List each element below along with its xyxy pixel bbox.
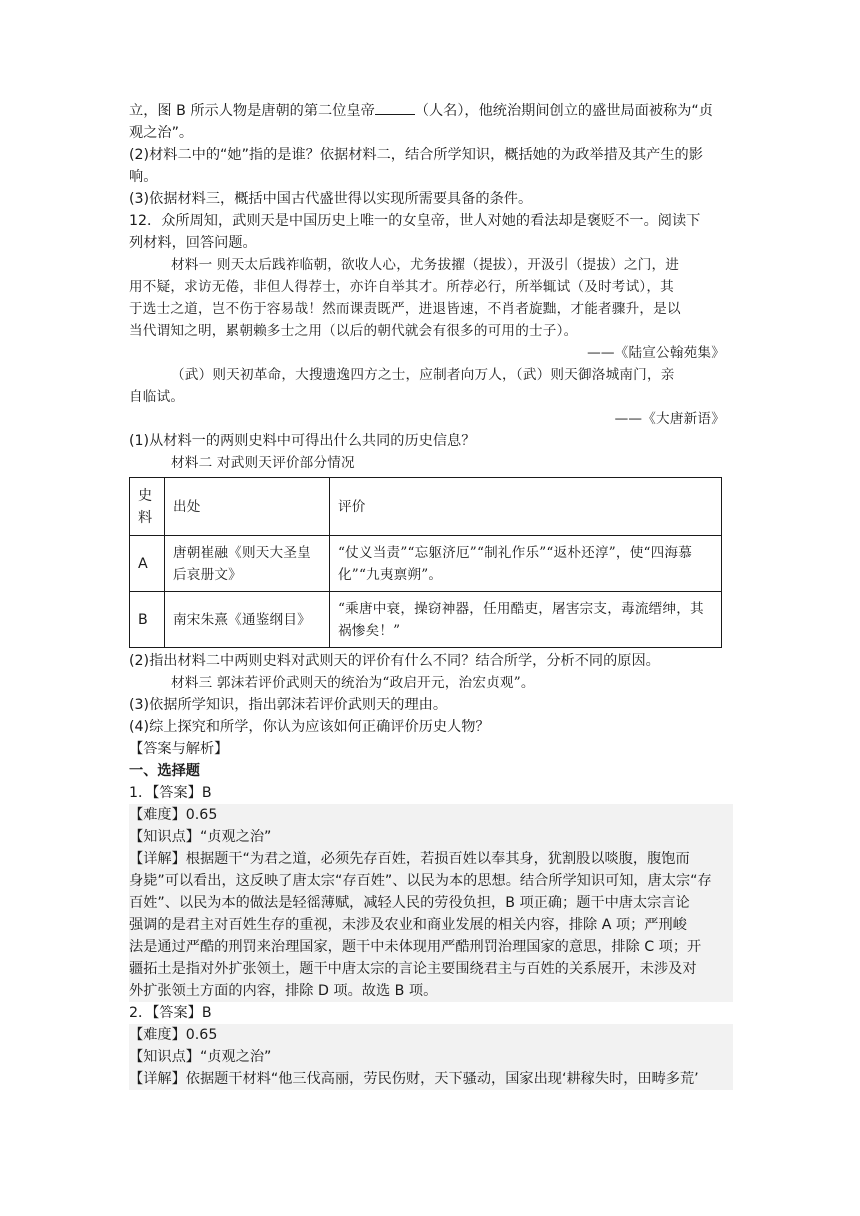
material1-line4: 当代谓知之明，累朝赖多士之用（以后的朝代就会有很多的可用的士子）。 [129, 323, 578, 339]
q11-sub2-line2: 响。 [129, 169, 158, 185]
q11-sub3: (3)依据材料三，概括中国古代盛世得以实现所需要具备的条件。 [129, 191, 533, 207]
material1-line2: 用不疑，求访无倦，非但人得荐士，亦许自举其才。所荐必行，所举辄试（及时考试），其 [129, 279, 674, 295]
table-cell-id: B [130, 592, 165, 648]
q12-sub3: (3)依据所学知识，指出郭沫若评价武则天的理由。 [129, 697, 448, 713]
answer1-difficulty: 【难度】0.65 [129, 807, 218, 823]
material1-source2: ——《大唐新语》 [614, 411, 725, 427]
material1-line1: 材料一 则天太后践祚临朝，欲收人心，尤务拔擢（提拔），开汲引（提拔）之门，进 [171, 257, 680, 273]
answer1-detail-line6: 疆拓土是指对外扩张领土，题干中唐太宗的言论主要围绕君主与百姓的关系展开，未涉及对 [129, 961, 697, 977]
section-heading: 一、选择题 [129, 763, 200, 779]
answer2-analysis [129, 1024, 733, 1090]
document-content [129, 99, 733, 1090]
answer2-difficulty: 【难度】0.65 [129, 1027, 218, 1043]
material2-title: 材料二 对武则天评价部分情况 [171, 455, 355, 471]
answer1-detail-line1: 【详解】根据题干“为君之道，必须先存百姓，若损百姓以奉其身，犹割股以啖腹，腹饱而 [129, 851, 690, 867]
answer1-detail-line4: 强调的是君主对百姓生存的重视，未涉及农业和商业发展的相关内容，排除 A 项；严刑峻 [129, 917, 687, 933]
answer1: 1．【答案】B [129, 785, 212, 801]
answer1-detail-line3: 百姓”、以民为本的做法是轻徭薄赋，减轻人民的劳役负担，B 项正确；题干中唐太宗言论 [129, 895, 690, 911]
answer1-knowledge: 【知识点】“贞观之治” [129, 829, 272, 845]
table-cell-id: A [130, 536, 165, 592]
material1-line3: 于选士之道，岂不伤于容易哉！然而课责既严，进退皆速，不肖者旋黜，才能者骤升，是以 [129, 301, 681, 317]
answer1-detail-line5: 法是通过严酷的刑罚来治理国家，题干中未体现用严酷刑罚治理国家的意思，排除 C 项；开 [129, 939, 702, 955]
answer1-detail-line7: 外扩张领土方面的内容，排除 D 项。故选 B 项。 [129, 983, 438, 999]
q11-sub2-line1: (2)材料二中的“她”指的是谁？依据材料二，结合所学知识，概括她的为政举措及其产生的影 [129, 147, 703, 163]
q12-intro-line1: 12．众所周知，武则天是中国历史上唯一的女皇帝，世人对她的看法却是褒贬不一。阅读下 [129, 213, 701, 229]
q12-intro-line2: 列材料，回答问题。 [129, 235, 257, 251]
table-cell-source: 唐朝崔融《则天大圣皇后哀册文》 [165, 536, 330, 592]
answer2-detail-line1: 【详解】依据题干材料“他三伐高丽，劳民伤财，天下骚动，国家出现‘耕稼失时，田畴多荒’ [129, 1071, 699, 1087]
answer1-analysis [129, 804, 733, 1002]
evaluation-table [129, 477, 722, 648]
answers-heading: 【答案与解析】 [129, 741, 229, 757]
q11-line1: 立，图 B 所示人物是唐朝的第二位皇帝 （人名），他统治期间创立的盛世局面被称为“贞 [129, 99, 733, 122]
material1-line5: （武）则天初革命，大搜遗逸四方之士，应制者向万人，（武）则天御洛城南门，亲 [171, 367, 675, 383]
table-header-cell: 出处 [165, 478, 330, 536]
material1-source1: ——《陆宣公翰苑集》 [587, 345, 725, 361]
table-row [130, 536, 722, 592]
table-cell-eval: “仗义当责”“忘躯济厄”“制礼作乐”“返朴还淳”，使“四海慕化”“九夷禀朔”。 [330, 536, 722, 592]
q11-line2: 观之治”。 [129, 125, 194, 141]
q12-sub4: (4)综上探究和所学，你认为应该如何正确评价历史人物？ [129, 719, 490, 735]
table-header-cell: 史料 [130, 478, 165, 536]
table-header-cell: 评价 [330, 478, 722, 536]
table-cell-eval: “乘唐中衰，操窃神器，任用酷吏，屠害宗支，毒流缙绅，其祸惨矣！” [330, 592, 722, 648]
q12-sub2: (2)指出材料二中两则史料对武则天的评价有什么不同？结合所学，分析不同的原因。 [129, 653, 660, 669]
material3: 材料三 郭沫若评价武则天的统治为“政启开元，治宏贞观”。 [171, 675, 535, 691]
table-header-row [130, 478, 722, 536]
answer2-knowledge: 【知识点】“贞观之治” [129, 1049, 272, 1065]
material1-line6: 自临试。 [129, 389, 185, 405]
answer2: 2．【答案】B [129, 1005, 212, 1021]
table-cell-source: 南宋朱熹《通鉴纲目》 [165, 592, 330, 648]
q12-sub1: (1)从材料一的两则史料中可得出什么共同的历史信息？ [129, 433, 476, 449]
answer-blank [375, 99, 415, 115]
table-row [130, 592, 722, 648]
answer1-detail-line2: 身毙”可以看出，这反映了唐太宗“存百姓”、以民为本的思想。结合所学知识可知，唐太宗“存 [129, 873, 712, 889]
